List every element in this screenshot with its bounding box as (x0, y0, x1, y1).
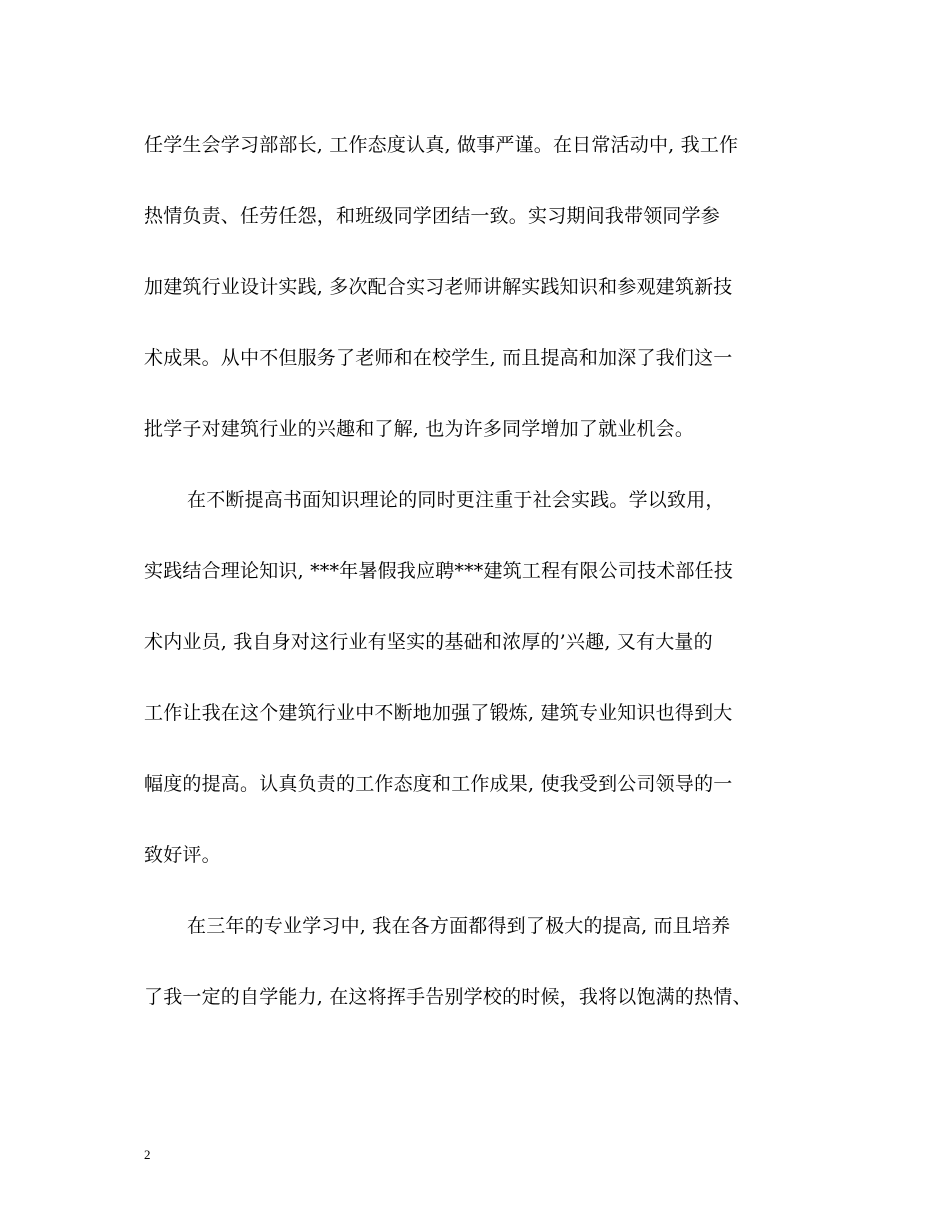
text-line: 加建筑行业设计实践, 多次配合实习老师讲解实践知识和参观建筑新技 (144, 276, 733, 298)
text-line: 任学生会学习部部长, 工作态度认真, 做事严谨。在日常活动中, 我工作 (144, 134, 739, 156)
text-line: 术成果。从中不但服务了老师和在校学生, 而且提高和加深了我们这一 (144, 347, 733, 369)
text-line: 术内业员, 我自身对这行业有坚实的基础和浓厚的’兴趣, 又有大量的 (144, 631, 713, 653)
text-line: 幅度的提高。认真负责的工作态度和工作成果, 使我受到公司领导的一 (144, 773, 733, 795)
text-line: 了我一定的自学能力, 在这将挥手告别学校的时候，我将以饱满的热情、 (144, 986, 752, 1008)
paragraph-first-line: 在不断提高书面知识理论的同时更注重于社会实践。学以致用， (187, 489, 725, 511)
text-line: 工作让我在这个建筑行业中不断地加强了锻炼, 建筑专业知识也得到大 (144, 702, 733, 724)
page-number: 2 (144, 1147, 151, 1162)
body-text (144, 122, 824, 1045)
text-line: 实践结合理论知识, ***年暑假我应聘***建筑工程有限公司技术部任技 (144, 560, 734, 582)
text-line: 致好评。 (144, 844, 221, 866)
text-line: 批学子对建筑行业的兴趣和了解, 也为许多同学增加了就业机会。 (144, 418, 695, 440)
paragraph-first-line: 在三年的专业学习中, 我在各方面都得到了极大的提高, 而且培养 (187, 915, 731, 937)
text-line: 热情负责、任劳任怨，和班级同学团结一致。实习期间我带领同学参 (144, 205, 721, 227)
